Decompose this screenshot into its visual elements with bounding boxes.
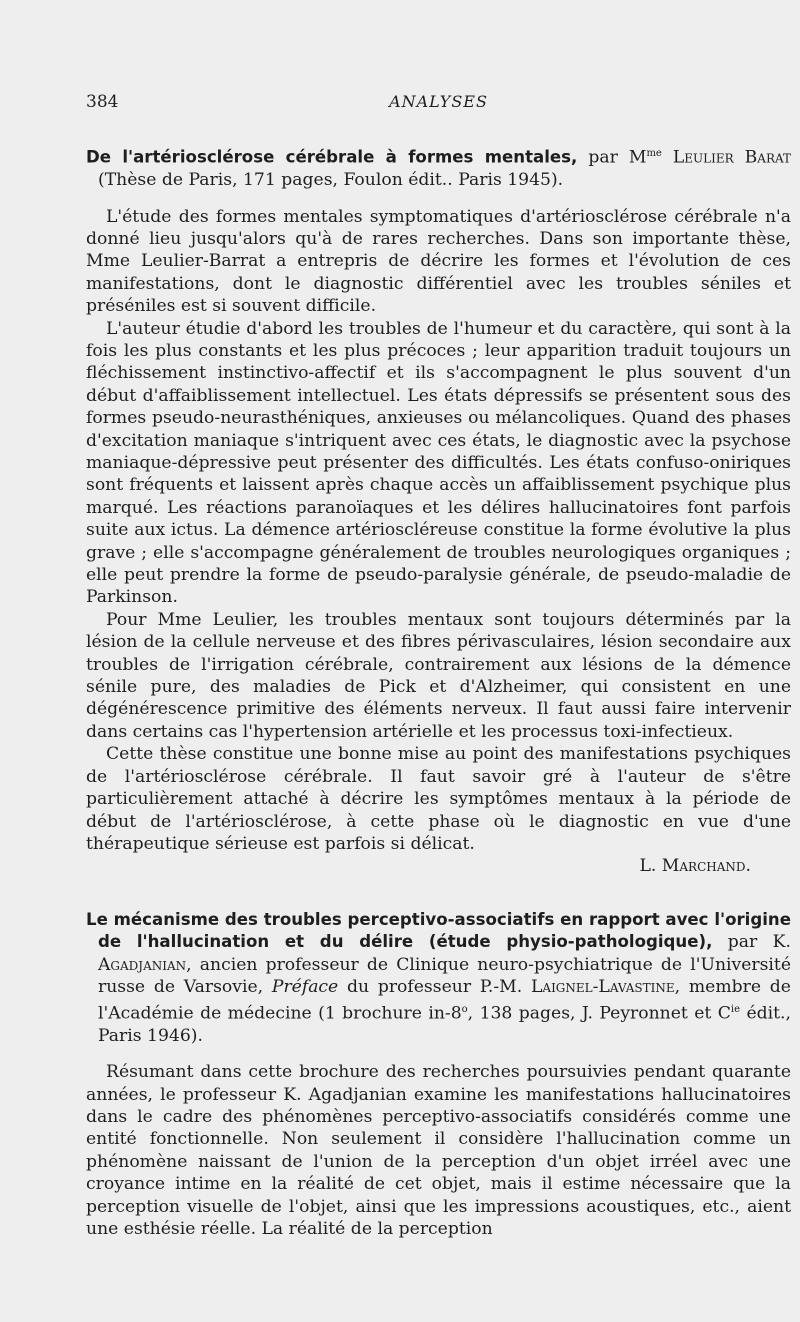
article-2-preface: Préface	[271, 977, 339, 998]
article-2-by: par	[712, 932, 773, 953]
article-1	[86, 143, 791, 878]
article-1-paragraph: Cette thèse constitue une bonne mise au point des manifestations psychiques de l'artériosclérose cérébrale. Il faut savoir gré à l'auteur de s'être particulièrement attaché à décrire les symptômes mentaux à la période de début de l'artériosclérose, à cette phase où le diagnostic en vue d'une thérapeutique sérieuse est parfois si délicat.	[86, 744, 791, 854]
article-2-preface-author: P.-M. Laignel-Lavastine	[479, 977, 675, 998]
article-2-desc: , 138 pages, J. Peyronnet et C	[467, 1003, 731, 1024]
article-2	[86, 909, 791, 1240]
article-1-title: De l'artériosclérose cérébrale à formes mentales,	[86, 147, 578, 167]
article-1-paragraph: L'étude des formes mentales symptomatiques d'artériosclérose cérébrale n'a donné lieu jusqu'alors qu'à de rares recherches. Dans son importante thèse, Mme Leulier-Barrat a entrepris de décrire les formes et l'évolution de ces manifestations, dont le diagnostic différentiel avec les troubles séniles et préséniles est si souvent difficile.	[86, 206, 791, 317]
article-1-paragraph: L'auteur étudie d'abord les troubles de l'humeur et du caractère, qui sont à la fois les plus constants et les plus précoces ; leur apparition traduit toujours un fléchissement instinctivo-affectif et ils s'accompagnent le plus souvent d'un début d'affaiblissement intellectuel. Les états dépressifs se présentent sous des formes pseudo-neurasthéniques, anxieuses ou mélancoliques. Quand des phases d'excitation maniaque s'intriquent avec ces états, le diagnostic avec la psychose maniaque-dépressive peut présenter des difficultés. Les états confuso-oniriques sont fréquents et laissent après chaque accès un affaiblissement psychique plus marqué. Les réactions paranoïaques et les délires hallucinatoires font parfois suite aux ictus. La démence artérioscléreuse constitue la forme évolutive la plus grave ; elle s'accompagne généralement de troubles neurologiques organiques ; elle peut prendre la forme de pseudo-paralysie générale, de pseudo-maladie de Parkinson.	[86, 318, 791, 608]
article-2-author: K. Agadjanian	[98, 932, 791, 975]
article-1-heading	[86, 143, 791, 192]
page-number: 384	[86, 92, 119, 112]
running-head: ANALYSES	[389, 92, 488, 111]
article-2-paragraph: Résumant dans cette brochure des recherches poursuivies pendant quarante années, le professeur K. Agadjanian examine les manifestations hallucinatoires dans le cadre des phénomènes perceptivo-associatifs considérés comme une entité fonctionnelle. Non seulement il considère l'hallucination comme un phénomène naissant de l'union de la perception d'un objet irréel avec une croyance intime en la réalité de cet objet, mais il estime nécessaire que la perception visuelle de l'objet, ainsi que les impressions acoustiques, etc., aient une esthésie réelle. La réalité de la perception	[86, 1062, 791, 1240]
article-2-degree-sup: o	[461, 1003, 468, 1015]
article-1-signature: L. Marchand.	[639, 856, 751, 877]
article-2-heading	[86, 909, 791, 1047]
article-2-desc: édit., Paris 1946).	[98, 1003, 791, 1046]
article-1-source: (Thèse de Paris, 171 pages, Foulon édit.. Paris 1945).	[98, 170, 564, 191]
page-header	[86, 92, 791, 114]
article-2-title: Le mécanisme des troubles perceptivo-associatifs en rapport avec l'origine de l'hallucination et du délire (étude physio-pathologique),	[86, 910, 791, 952]
article-2-desc: du professeur	[338, 977, 480, 998]
article-2-cie-sup: ie	[730, 1003, 741, 1015]
article-1-mme-sup: me	[646, 148, 662, 159]
article-1-by: par M	[577, 147, 647, 168]
article-1-paragraph: Pour Mme Leulier, les troubles mentaux sont toujours déterminés par la lésion de la cellule nerveuse et des fibres périvasculaires, lésion secondaire aux troubles de l'irrigation cérébrale, contrairement aux lésions de la démence sénile pure, des maladies de Pick et d'Alzheimer, qui consistent en une dégénérescence primitive des éléments nerveux. Il faut aussi faire intervenir dans certains cas l'hypertension artérielle et les processus toxi-infectieux.	[86, 609, 791, 742]
article-1-author: Leulier Barat	[661, 147, 791, 168]
article-2-desc: , membre de l'Académie de médecine (1 brochure in-8	[98, 977, 791, 1024]
article-2-desc: , ancien professeur de Clinique neuro-psychiatrique de l'Université russe de Varsovie,	[98, 954, 791, 998]
